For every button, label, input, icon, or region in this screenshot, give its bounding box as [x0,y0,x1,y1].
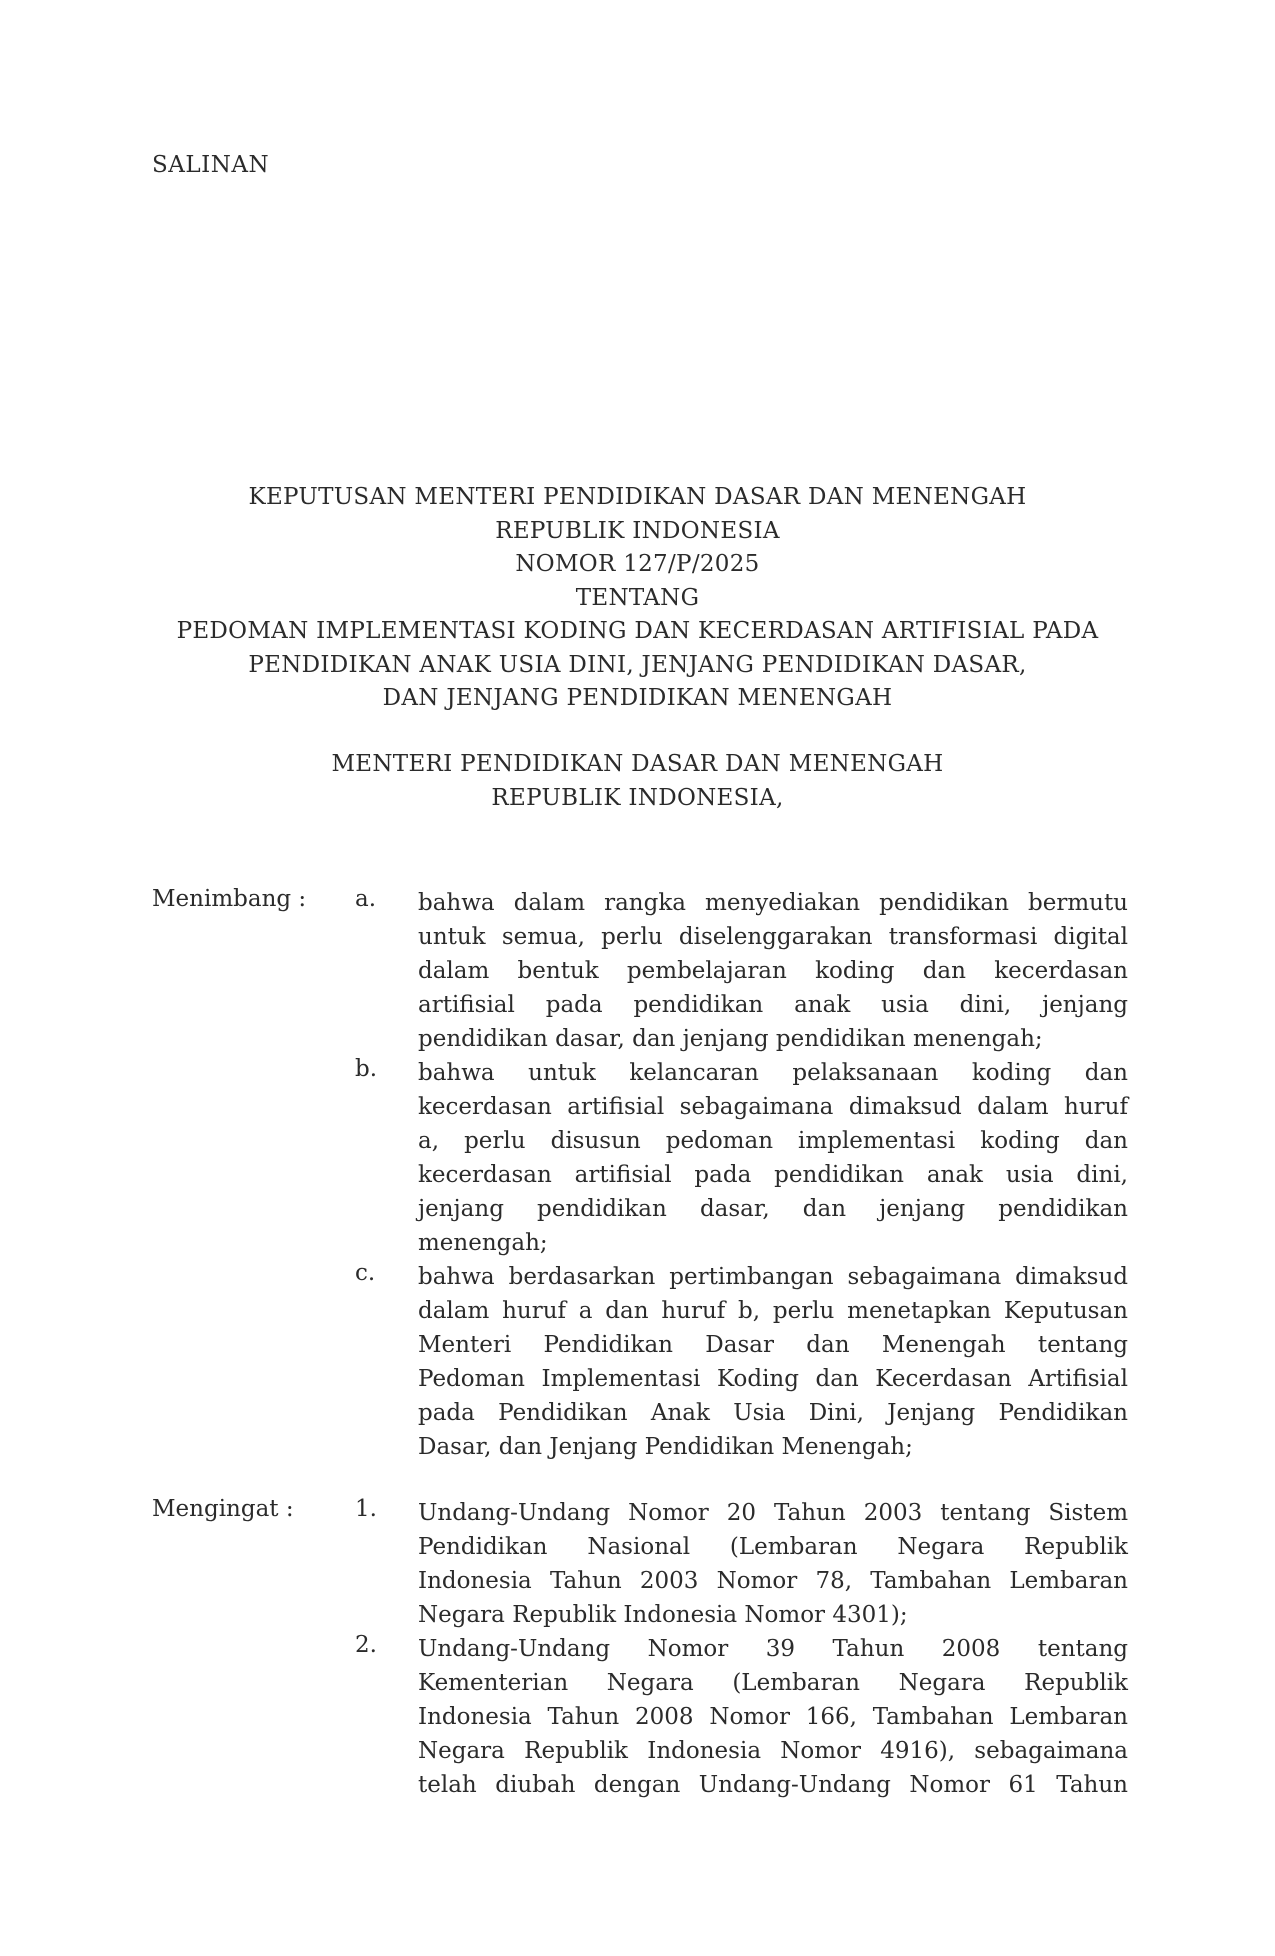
text-line: dalam bentuk pembelajaran koding dan kecerdasan [418,958,1128,984]
text-line: dalam huruf a dan huruf b, perlu menetapkan Keputusan [418,1298,1128,1324]
text-line: Pendidikan Nasional (Lembaran Negara Republik [418,1534,1128,1560]
text-line: untuk semua, perlu diselenggarakan transformasi digital [418,924,1128,950]
text-line: kecerdasan artifisial pada pendidikan anak usia dini, [418,1162,1128,1188]
text-line: artifisial pada pendidikan anak usia dini, jenjang [418,992,1128,1018]
item-marker: c. [355,1260,376,1286]
item-text [418,1632,1128,1802]
mengingat-label: Mengingat : [152,1496,294,1522]
text-line: pendidikan dasar, dan jenjang pendidikan menengah; [418,1026,1043,1052]
item-marker: a. [355,886,377,912]
title-line: DAN JENJANG PENDIDIKAN MENENGAH [382,685,893,711]
text-line: Indonesia Tahun 2008 Nomor 166, Tambahan Lembaran [418,1704,1128,1730]
minister-line: REPUBLIK INDONESIA, [491,784,784,811]
item-marker: 1. [355,1496,377,1522]
salinan-label: SALINAN [152,152,270,178]
title-line: KEPUTUSAN MENTERI PENDIDIKAN DASAR DAN MENENGAH [248,484,1027,510]
text-line: Negara Republik Indonesia Nomor 4301); [418,1602,908,1628]
title-line: REPUBLIK INDONESIA [495,517,780,544]
title-line: PEDOMAN IMPLEMENTASI KODING DAN KECERDASAN ARTIFISIAL PADA [176,618,1099,644]
text-line: kecerdasan artifisial sebagaimana dimaksud dalam huruf [418,1094,1128,1120]
title-line: PENDIDIKAN ANAK USIA DINI, JENJANG PENDIDIKAN DASAR, [248,651,1027,678]
item-text [418,1056,1128,1260]
text-line: jenjang pendidikan dasar, dan jenjang pendidikan [418,1196,1128,1222]
text-line: telah diubah dengan Undang-Undang Nomor 61 Tahun [418,1772,1128,1798]
text-line: a, perlu disusun pedoman implementasi koding dan [418,1128,1128,1154]
text-line: Pedoman Implementasi Koding dan Kecerdasan Artifisial [418,1366,1128,1392]
text-line: Menteri Pendidikan Dasar dan Menengah tentang [418,1332,1128,1358]
item-marker: b. [355,1056,378,1082]
text-line: Undang-Undang Nomor 39 Tahun 2008 tentang [418,1636,1128,1662]
menimbang-label: Menimbang : [152,886,307,912]
item-marker: 2. [355,1632,377,1658]
title-line: NOMOR 127/P/2025 [515,551,760,577]
text-line: bahwa untuk kelancaran pelaksanaan koding dan [418,1060,1128,1086]
text-line: Negara Republik Indonesia Nomor 4916), sebagaimana [418,1738,1128,1764]
minister-heading [140,748,1135,815]
text-line: bahwa berdasarkan pertimbangan sebagaimana dimaksud [418,1264,1128,1290]
minister-line: MENTERI PENDIDIKAN DASAR DAN MENENGAH [331,751,944,777]
title-line: TENTANG [575,584,700,611]
text-line: Kementerian Negara (Lembaran Negara Republik [418,1670,1128,1696]
text-line: pada Pendidikan Anak Usia Dini, Jenjang Pendidikan [418,1400,1128,1426]
text-line: Dasar, dan Jenjang Pendidikan Menengah; [418,1434,913,1460]
item-text [418,1496,1128,1632]
item-text [418,886,1128,1056]
text-line: menengah; [418,1230,548,1256]
text-line: Indonesia Tahun 2003 Nomor 78, Tambahan Lembaran [418,1568,1128,1594]
decree-title [140,481,1135,716]
item-text [418,1260,1128,1464]
text-line: Undang-Undang Nomor 20 Tahun 2003 tentang Sistem [418,1500,1128,1526]
text-line: bahwa dalam rangka menyediakan pendidikan bermutu [418,890,1128,916]
